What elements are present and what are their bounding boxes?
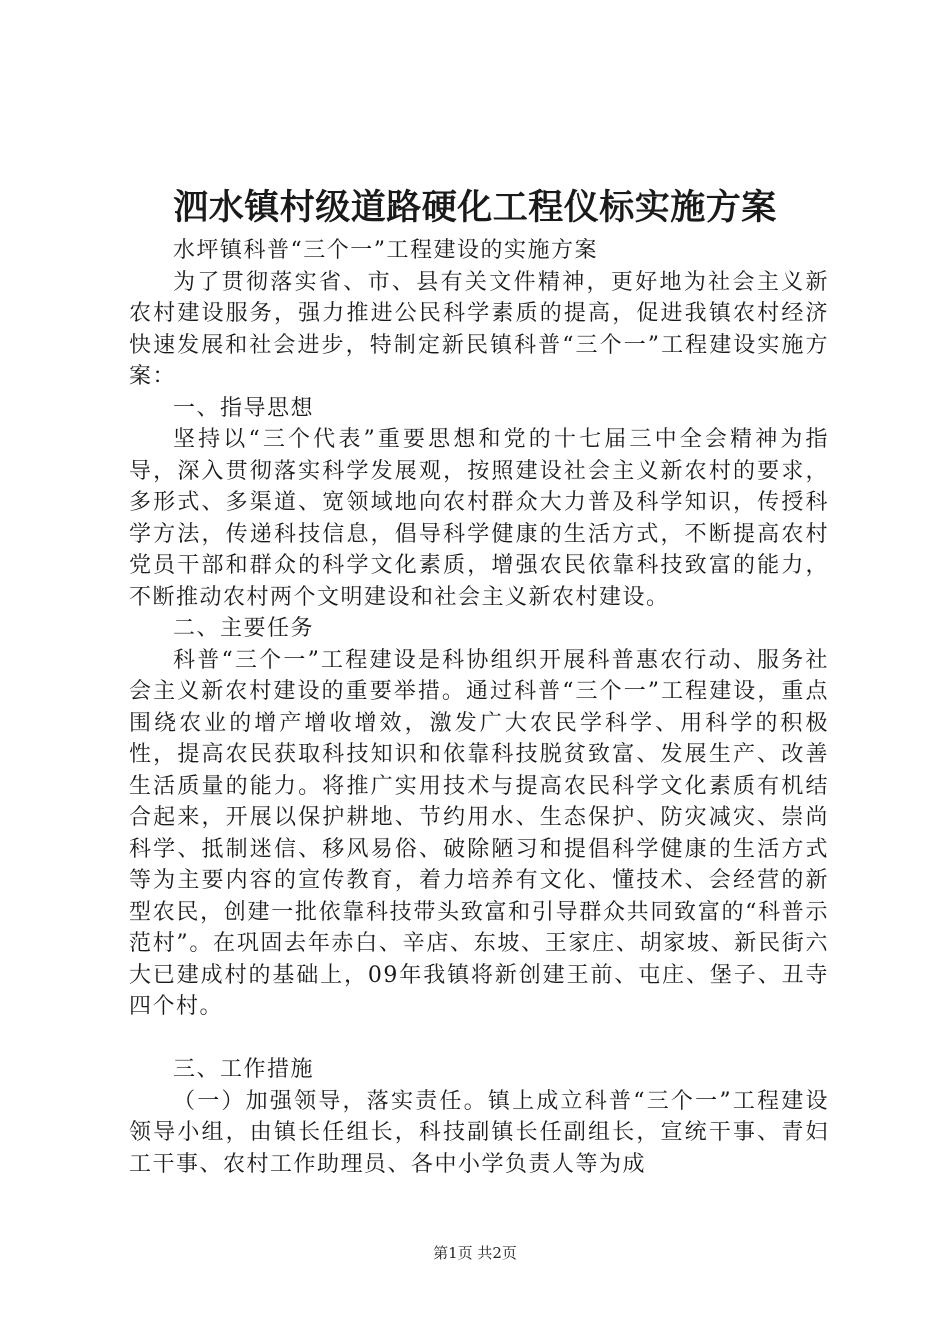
section-heading-main-tasks: 二、主要任务 [173, 616, 315, 641]
page-number-footer: 第1页 共2页 [433, 1244, 517, 1262]
paragraph-intro: 为了贯彻落实省、市、县有关文件精神，更好地为社会主义新农村建设服务，强力推进公民科学素质的提高，促进我镇农村经济快速发展和社会进步，特制定新民镇科普“三个一”工程建设实施方案： [129, 269, 829, 389]
paragraph-subtitle: 水坪镇科普“三个一”工程建设的实施方案 [173, 238, 598, 263]
paragraph-work-measures: （一）加强领导，落实责任。镇上成立科普“三个一”工程建设领导小组，由镇长任组长，科技副镇长任副组长，宣统干事、青妇工干事、农村工作助理员、各中小学负责人等为成 [129, 1088, 829, 1177]
section-heading-guiding-thought: 一、指导思想 [173, 395, 315, 421]
document-body [129, 235, 829, 1180]
paragraph-main-tasks: 科普“三个一”工程建设是科协组织开展科普惠农行动、服务社会主义新农村建设的重要举措。通过科普“三个一”工程建设，重点围绕农业的增产增收增效，激发广大农民学科学、用科学的积极性，提高农民获取科技知识和依靠科技脱贫致富、发展生产、改善生活质量的能力。将推广实用技术与提高农民科学文化素质有机结合起来，开展以保护耕地、节约用水、生态保护、防灾减灾、崇尚科学、抵制迷信、移风易俗、破除陋习和提倡科学健康的生活方式等为主要内容的宣传教育，着力培养有文化、懂技术、会经营的新型农民，创建一批依靠科技带头致富和引导群众共同致富的“科普示范村”。在巩固去年赤白、辛店、东坡、王家庄、胡家坡、新民街六大已建成村的基础上，09年我镇将新创建王前、屯庄、堡子、丑寺四个村。 [129, 647, 829, 1019]
document-title: 泗水镇村级道路硬化工程仪标实施方案 [173, 188, 777, 228]
section-heading-work-measures: 三、工作措施 [173, 1057, 315, 1082]
paragraph-guiding-thought: 坚持以“三个代表”重要思想和党的十七届三中全会精神为指导，深入贯彻落实科学发展观，按照建设社会主义新农村的要求，多形式、多渠道、宽领域地向农村群众大力普及科学知识，传授科学方法，传递科技信息，倡导科学健康的生活方式，不断提高农村党员干部和群众的科学文化素质，增强农民依靠科技致富的能力，不断推动农村两个文明建设和社会主义新农村建设。 [129, 427, 829, 610]
